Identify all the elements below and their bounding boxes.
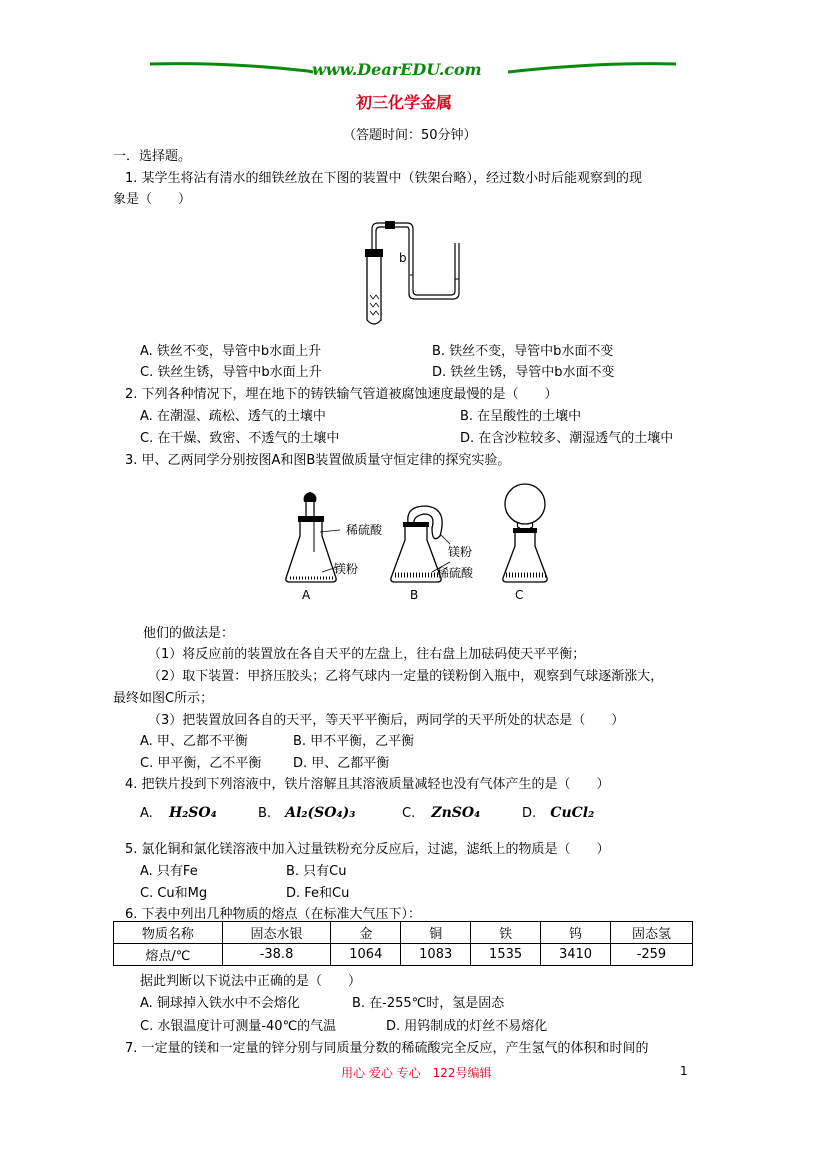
q1-fig-label-b: b (399, 251, 407, 265)
q6-option-a[interactable]: A. 铜球掉入铁水中不会熔化 (140, 996, 300, 1011)
q4-b-label: B. (258, 806, 272, 821)
q4-option-a[interactable] (140, 805, 217, 821)
table-cell: 1535 (471, 944, 541, 966)
q3-figure (280, 482, 550, 592)
q4-d-label: D. (522, 806, 537, 821)
q6-option-b[interactable]: B. 在-255℃时，氢是固态 (352, 996, 505, 1011)
q6-stem: 6. 下表中列出几种物质的熔点（在标准大气压下）： (125, 907, 422, 922)
q1-stem-cont: 象是（ ） (113, 192, 192, 207)
q2-option-b[interactable]: B. 在呈酸性的土壤中 (460, 409, 582, 424)
q3-option-b[interactable]: B. 甲不平衡，乙平衡 (293, 734, 415, 749)
q5-stem: 5. 氯化铜和氯化镁溶液中加入过量铁粉充分反应后，过滤，滤纸上的物质是（ ） (125, 842, 610, 857)
fig-label-a: A (302, 588, 311, 602)
footer-text: 用心 爱心 专心 122号编辑 (341, 1066, 492, 1080)
table-cell: 1083 (401, 944, 471, 966)
fig-a-acid-label: 稀硫酸 (346, 523, 383, 537)
fig-b-mg-label: 镁粉 (448, 545, 473, 559)
q3-stem: 3. 甲、乙两同学分别按图A和图B装置做质量守恒定律的探究实验。 (125, 453, 511, 468)
q3-p1: （1）将反应前的装置放在各自天平的左盘上，往右盘上加砝码使天平平衡； (148, 647, 586, 662)
q4-d-formula: CuCl₂ (550, 805, 595, 821)
q2-stem: 2. 下列各种情况下，埋在地下的铸铁输气管道被腐蚀速度最慢的是（ ） (125, 387, 558, 402)
table-cell: 金 (331, 922, 401, 944)
q2-option-c[interactable]: C. 在干燥、致密、不透气的土壤中 (140, 431, 340, 446)
q4-option-c[interactable] (402, 805, 480, 821)
q5-option-b[interactable]: B. 只有Cu (286, 864, 347, 879)
section-heading: 一．选择题。 (113, 149, 192, 164)
q3-p2: （2）取下装置：甲挤压胶头；乙将气球内一定量的镁粉倒入瓶中，观察到气球逐渐涨大， (148, 669, 664, 684)
q5-option-a[interactable]: A. 只有Fe (140, 864, 198, 879)
q4-option-b[interactable] (258, 805, 355, 821)
table-cell: 1064 (331, 944, 401, 966)
q5-option-c[interactable]: C. Cu和Mg (140, 886, 208, 901)
q4-option-d[interactable] (522, 805, 594, 821)
q4-a-formula: H₂SO₄ (168, 805, 217, 821)
table-cell: 固态水银 (222, 922, 331, 944)
site-header[interactable]: www.DearEDU.com (312, 60, 482, 79)
subtitle: （答题时间：50分钟） (343, 128, 477, 143)
q3-option-a[interactable]: A. 甲、乙都不平衡 (140, 734, 248, 749)
fig-a-mg-label: 镁粉 (334, 562, 359, 576)
table-cell: 物质名称 (114, 922, 223, 944)
q4-c-formula: ZnSO₄ (431, 805, 481, 821)
q3-option-d[interactable]: D. 甲、乙都平衡 (293, 756, 390, 771)
q1-option-c[interactable]: C. 铁丝生锈，导管中b水面上升 (140, 365, 322, 380)
q3-p2-cont: 最终如图C所示； (113, 691, 214, 706)
q5-option-d[interactable]: D. Fe和Cu (286, 886, 350, 901)
table-cell: -38.8 (222, 944, 331, 966)
fig-label-c: C (515, 588, 524, 602)
fig-b-acid-label: 稀硫酸 (437, 566, 474, 580)
fig-label-b: B (410, 588, 419, 602)
table-cell: 熔点/℃ (114, 944, 223, 966)
page-title: 初三化学金属 (356, 93, 453, 112)
table-cell: 固态氢 (610, 922, 692, 944)
q7-stem: 7. 一定量的镁和一定量的锌分别与同质量分数的稀硫酸完全反应，产生氢气的体积和时间的 (125, 1041, 649, 1056)
table-row (114, 944, 693, 966)
q4-b-formula: Al₂(SO₄)₃ (285, 805, 356, 821)
q4-stem: 4. 把铁片投到下列溶液中，铁片溶解且其溶液质量减轻也没有气体产生的是（ ） (125, 777, 610, 792)
table-cell: 铜 (401, 922, 471, 944)
table-cell: 3410 (541, 944, 611, 966)
q1-figure (355, 215, 465, 330)
q6-after: 据此判断以下说法中正确的是（ ） (140, 974, 362, 989)
q4-a-label: A. (140, 806, 153, 821)
table-cell: -259 (610, 944, 692, 966)
table-header-row (114, 922, 693, 944)
table-cell: 钨 (541, 922, 611, 944)
q3-option-c[interactable]: C. 甲平衡，乙不平衡 (140, 756, 262, 771)
table-cell: 铁 (471, 922, 541, 944)
q6-option-c[interactable]: C. 水银温度计可测量-40℃的气温 (140, 1019, 337, 1034)
q4-c-label: C. (402, 806, 416, 821)
q2-option-d[interactable]: D. 在含沙粒较多、潮湿透气的土壤中 (460, 431, 674, 446)
q3-p0: 他们的做法是： (143, 626, 235, 641)
page-number: 1 (680, 1064, 688, 1078)
melting-point-table (113, 921, 693, 966)
q2-option-a[interactable]: A. 在潮湿、疏松、透气的土壤中 (140, 409, 326, 424)
q1-option-d[interactable]: D. 铁丝生锈，导管中b水面不变 (432, 365, 615, 380)
q1-stem: 1. 某学生将沾有清水的细铁丝放在下图的装置中（铁架台略），经过数小时后能观察到的现 (125, 171, 643, 186)
q1-option-a[interactable]: A. 铁丝不变，导管中b水面上升 (140, 344, 322, 359)
q6-option-d[interactable]: D. 用钨制成的灯丝不易熔化 (386, 1019, 548, 1034)
q1-option-b[interactable]: B. 铁丝不变，导管中b水面不变 (432, 344, 614, 359)
q3-p3: （3）把装置放回各自的天平，等天平平衡后，两同学的天平所处的状态是（ ） (148, 713, 625, 728)
